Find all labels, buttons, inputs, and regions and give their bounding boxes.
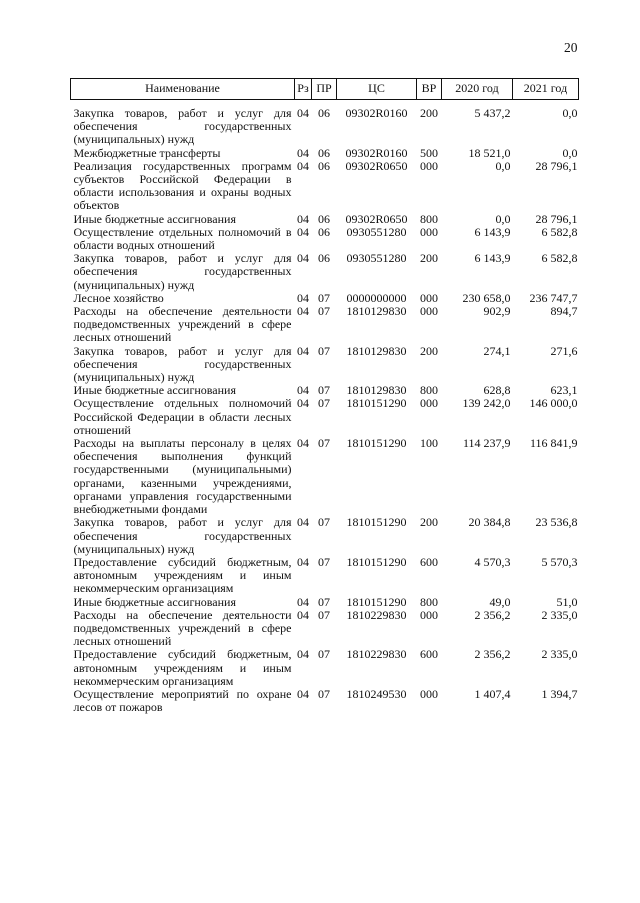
table-row <box>71 516 579 556</box>
row-rz: 04 <box>297 396 309 411</box>
row-rz: 04 <box>297 251 309 266</box>
row-vr: 100 <box>420 436 438 451</box>
row-pr: 06 <box>318 106 330 120</box>
row-rz: 04 <box>297 515 309 530</box>
table-row <box>71 160 579 213</box>
header-2021: 2021 год <box>513 79 579 100</box>
table-row <box>71 688 579 714</box>
row-vr: 200 <box>420 515 438 530</box>
row-name: Предоставление субсидий бюджетным, автономным учреждениям и иным некоммерческим организациям <box>73 647 292 688</box>
row-value-2020: 230 658,0 <box>462 290 511 305</box>
page-number: 20 <box>564 40 578 55</box>
row-cs: 09302R0650 <box>345 158 408 173</box>
header-vr: ВР <box>417 79 442 100</box>
row-name: Расходы на выплаты персоналу в целях обеспечения выполнения функций государственными (муниципальными) органами, казенными учреждениями, органами управления государственными внебюджетными фондами <box>73 436 292 517</box>
row-cs: 0930551280 <box>346 251 407 266</box>
row-value-2021: 5 570,3 <box>541 554 578 569</box>
row-value-2020: 18 521,0 <box>468 145 511 160</box>
row-vr: 000 <box>420 290 438 305</box>
row-name: Иные бюджетные ассигнования <box>73 211 236 226</box>
row-vr: 200 <box>420 343 438 358</box>
row-cs: 0930551280 <box>346 224 407 239</box>
row-cs: 1810151290 <box>346 594 407 609</box>
row-value-2021: 146 000,0 <box>529 396 578 411</box>
row-value-2021: 894,7 <box>550 304 578 319</box>
row-value-2021: 6 582,8 <box>541 224 578 239</box>
row-name: Закупка товаров, работ и услуг для обеспечения государственных (муниципальных) нужд <box>73 343 292 385</box>
row-vr: 800 <box>420 211 438 226</box>
row-rz: 04 <box>297 145 309 160</box>
row-value-2021: 0,0 <box>562 106 578 120</box>
table-row <box>71 596 579 609</box>
row-cs: 1810229830 <box>346 607 407 622</box>
row-vr: 800 <box>420 383 438 398</box>
header-cs: ЦС <box>337 79 417 100</box>
row-value-2021: 116 841,9 <box>529 436 578 451</box>
row-rz: 04 <box>297 383 309 398</box>
row-rz: 04 <box>297 106 309 120</box>
table-row <box>71 397 579 437</box>
row-vr: 000 <box>420 396 438 411</box>
row-value-2020: 6 143,9 <box>474 251 511 266</box>
table-body <box>71 100 579 715</box>
row-value-2020: 628,8 <box>483 383 511 398</box>
row-rz: 04 <box>297 647 309 662</box>
row-name: Иные бюджетные ассигнования <box>73 594 236 609</box>
row-pr: 07 <box>318 647 330 662</box>
row-rz: 04 <box>297 343 309 358</box>
row-value-2020: 5 437,2 <box>474 106 511 120</box>
table-row <box>71 437 579 516</box>
row-name: Закупка товаров, работ и услуг для обеспечения государственных (муниципальных) нужд <box>73 106 292 147</box>
row-pr: 07 <box>318 607 330 622</box>
row-cs: 1810151290 <box>346 515 407 530</box>
row-rz: 04 <box>297 607 309 622</box>
row-value-2020: 1 407,4 <box>474 686 511 701</box>
row-vr: 600 <box>420 554 438 569</box>
row-rz: 04 <box>297 686 309 701</box>
row-name: Реализация государственных программ субъектов Российской Федерации в области использования и охраны водных объектов <box>73 158 292 213</box>
table-row <box>71 213 579 226</box>
row-pr: 06 <box>318 145 330 160</box>
row-vr: 600 <box>420 647 438 662</box>
table-row <box>71 345 579 385</box>
row-value-2021: 23 536,8 <box>535 515 578 530</box>
row-value-2020: 0,0 <box>495 158 511 173</box>
row-value-2021: 28 796,1 <box>535 158 578 173</box>
row-value-2021: 2 335,0 <box>541 607 578 622</box>
header-pr: ПР <box>312 79 337 100</box>
row-value-2021: 271,6 <box>550 343 578 358</box>
row-cs: 1810151290 <box>346 396 407 411</box>
table-row <box>71 147 579 160</box>
row-name: Осуществление отдельных полномочий Российской Федерации в области лесных отношений <box>73 396 292 437</box>
row-vr: 200 <box>420 106 438 120</box>
row-cs: 0000000000 <box>346 290 407 305</box>
row-value-2020: 49,0 <box>489 594 511 609</box>
row-name: Предоставление субсидий бюджетным, автономным учреждениям и иным некоммерческим организациям <box>73 554 292 596</box>
row-cs: 1810229830 <box>346 647 407 662</box>
row-name: Межбюджетные трансферты <box>73 145 221 160</box>
row-value-2021: 236 747,7 <box>529 290 578 305</box>
row-pr: 06 <box>318 224 330 239</box>
row-value-2020: 2 356,2 <box>474 647 511 662</box>
row-value-2020: 20 384,8 <box>468 515 511 530</box>
row-rz: 04 <box>297 290 309 305</box>
row-value-2021: 51,0 <box>556 594 578 609</box>
row-vr: 000 <box>420 224 438 239</box>
row-vr: 000 <box>420 158 438 173</box>
row-value-2020: 139 242,0 <box>462 396 511 411</box>
row-value-2020: 4 570,3 <box>474 554 511 569</box>
row-vr: 200 <box>420 251 438 266</box>
row-value-2020: 114 237,9 <box>462 436 511 451</box>
table-row <box>71 226 579 252</box>
row-cs: 1810129830 <box>346 383 407 398</box>
row-value-2021: 623,1 <box>550 383 578 398</box>
header-rz: Рз <box>295 79 312 100</box>
row-pr: 06 <box>318 251 330 266</box>
row-value-2021: 28 796,1 <box>535 211 578 226</box>
row-pr: 07 <box>318 515 330 530</box>
row-value-2020: 2 356,2 <box>474 607 511 622</box>
row-name: Осуществление мероприятий по охране лесов от пожаров <box>73 686 292 715</box>
row-vr: 000 <box>420 607 438 622</box>
row-name: Закупка товаров, работ и услуг для обеспечения государственных (муниципальных) нужд <box>73 515 292 556</box>
row-value-2021: 2 335,0 <box>541 647 578 662</box>
row-cs: 1810151290 <box>346 436 407 451</box>
row-vr: 000 <box>420 304 438 319</box>
row-name: Осуществление отдельных полномочий в области водных отношений <box>73 224 292 253</box>
row-pr: 07 <box>318 436 330 451</box>
row-name: Лесное хозяйство <box>73 290 164 305</box>
row-value-2020: 0,0 <box>495 211 511 226</box>
row-rz: 04 <box>297 554 309 569</box>
row-cs: 09302R0160 <box>345 145 408 160</box>
row-value-2021: 6 582,8 <box>541 251 578 266</box>
row-rz: 04 <box>297 304 309 319</box>
row-value-2020: 6 143,9 <box>474 224 511 239</box>
table-row <box>71 305 579 345</box>
row-cs: 1810129830 <box>346 304 407 319</box>
row-rz: 04 <box>297 594 309 609</box>
row-vr: 500 <box>420 145 438 160</box>
row-value-2021: 0,0 <box>562 145 578 160</box>
row-value-2021: 1 394,7 <box>541 686 578 701</box>
row-pr: 07 <box>318 343 330 358</box>
row-pr: 07 <box>318 383 330 398</box>
row-vr: 800 <box>420 594 438 609</box>
row-value-2020: 274,1 <box>483 343 511 358</box>
row-rz: 04 <box>297 158 309 173</box>
row-rz: 04 <box>297 436 309 451</box>
row-pr: 07 <box>318 304 330 319</box>
table-row <box>71 252 579 292</box>
row-cs: 1810129830 <box>346 343 407 358</box>
table-header-row <box>71 79 579 100</box>
row-name: Расходы на обеспечение деятельности подведомственных учреждений в сфере лесных отношений <box>73 607 292 649</box>
table-row <box>71 100 579 147</box>
header-name: Наименование <box>71 79 295 100</box>
table-row <box>71 609 579 649</box>
table-row <box>71 648 579 688</box>
table-row <box>71 556 579 596</box>
row-vr: 000 <box>420 686 438 701</box>
row-pr: 07 <box>318 396 330 411</box>
row-pr: 07 <box>318 686 330 701</box>
row-pr: 06 <box>318 158 330 173</box>
header-2020: 2020 год <box>442 79 513 100</box>
row-cs: 1810151290 <box>346 554 407 569</box>
row-name: Расходы на обеспечение деятельности подведомственных учреждений в сфере лесных отношений <box>73 304 292 345</box>
row-cs: 09302R0650 <box>345 211 408 226</box>
row-pr: 07 <box>318 290 330 305</box>
row-rz: 04 <box>297 211 309 226</box>
row-pr: 06 <box>318 211 330 226</box>
row-rz: 04 <box>297 224 309 239</box>
budget-table <box>70 78 579 714</box>
row-name: Закупка товаров, работ и услуг для обеспечения государственных (муниципальных) нужд <box>73 251 292 292</box>
row-name: Иные бюджетные ассигнования <box>73 383 236 398</box>
row-value-2020: 902,9 <box>483 304 511 319</box>
row-cs: 09302R0160 <box>345 106 408 120</box>
row-pr: 07 <box>318 594 330 609</box>
row-pr: 07 <box>318 554 330 569</box>
row-cs: 1810249530 <box>346 686 407 701</box>
